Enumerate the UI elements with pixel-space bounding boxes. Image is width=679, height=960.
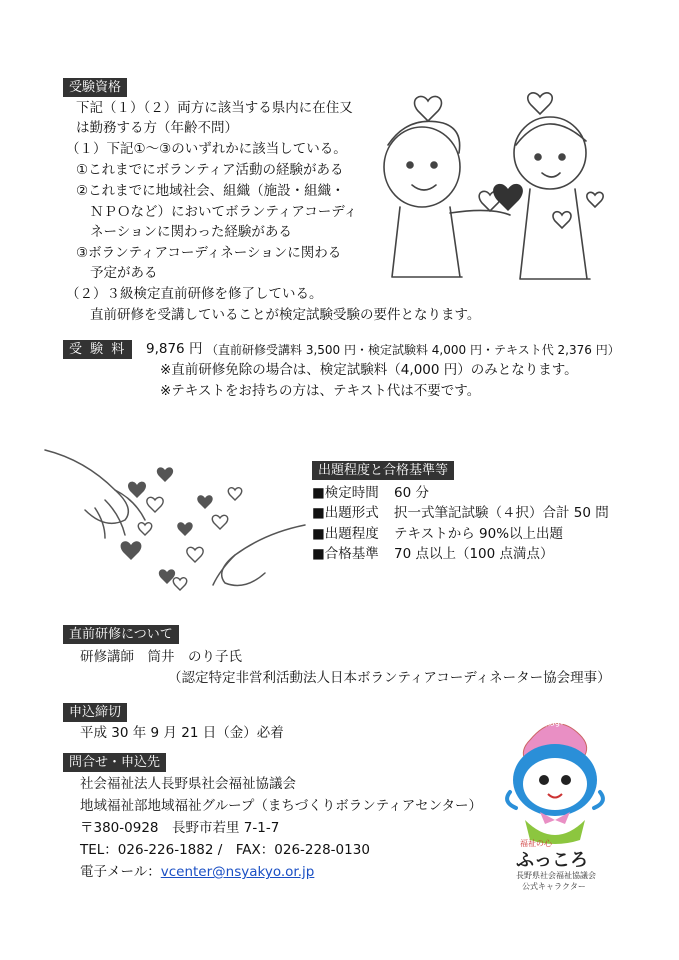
exam-row-value: 70 点以上（100 点満点）: [394, 546, 554, 562]
contact-email-row: [80, 862, 314, 882]
qualification-line: ＮＰＯなど）においてボランティアコーディ: [90, 204, 358, 220]
qualification-line: （２）３級検定直前研修を修了している。: [66, 286, 323, 302]
qualification-line: （１）下記①～③のいずれかに該当している。: [66, 141, 347, 157]
mascot-name: ふっころ: [516, 850, 588, 871]
email-link[interactable]: vcenter@nsyakyo.or.jp: [160, 864, 315, 880]
children-illustration: [370, 85, 630, 285]
mascot-illustration: [500, 710, 610, 840]
qualification-line: 予定がある: [90, 265, 158, 281]
mascot-caption: 公式キャラクター: [522, 882, 586, 891]
heart-icon: [138, 523, 152, 535]
training-affiliation: （認定特定非営利活動法人日本ボランティアコーディネーター協会理事）: [168, 670, 611, 686]
exam-row-label: ■検定時間: [312, 485, 379, 501]
heart-icon: [212, 515, 227, 529]
qualification-line: ②これまでに地域社会、組織（施設・組織・: [76, 183, 345, 199]
qualification-line: ③ボランティアコーディネーションに関わる: [76, 245, 342, 261]
heart-icon: [493, 184, 523, 211]
exam-row-value: 60 分: [394, 485, 429, 501]
qualification-header: 受験資格: [63, 78, 127, 97]
training-instructor: 研修講師 筒井 のり子氏: [80, 649, 242, 665]
heart-icon: [197, 495, 212, 509]
qualification-line: 直前研修を受講していることが検定試験受験の要件となります。: [90, 307, 481, 323]
heart-icon: [528, 93, 552, 114]
deadline-text: 平成 30 年 9 月 21 日（金）必着: [80, 725, 284, 741]
heart-icon: [147, 497, 163, 512]
exam-row-value: 択一式筆記試験（４択）合計 50 問: [394, 505, 609, 521]
heart-icon: [187, 547, 203, 562]
mascot-caption: 長野県社会福祉協議会: [516, 871, 596, 880]
training-header: 直前研修について: [63, 625, 179, 644]
heart-icon: [228, 488, 242, 500]
contact-phone: TEL：026-226-1882 / FAX：026-228-0130: [80, 842, 370, 858]
contact-dept: 地域福祉部地域福祉グループ（まちづくりボランティアセンター）: [80, 798, 483, 814]
heart-icon: [587, 192, 603, 207]
heart-icon: [121, 541, 142, 560]
fee-note: ※テキストをお持ちの方は、テキスト代は不要です。: [160, 383, 481, 399]
email-label: 電子メール：: [80, 864, 161, 880]
qualification-line: は勤務する方（年齢不問）: [76, 120, 238, 136]
mascot-tagline: 福祉の心: [520, 839, 552, 848]
fee-header: 受 験 料: [63, 340, 132, 359]
qualification-line: ネーションに関わった経験がある: [90, 224, 292, 240]
exam-row-label: ■出題程度: [312, 526, 379, 542]
hands-hearts-illustration: [45, 440, 305, 600]
heart-icon: [177, 522, 192, 536]
contact-header: 問合せ・申込先: [63, 753, 166, 772]
contact-org: 社会福祉法人長野県社会福祉協議会: [80, 776, 296, 792]
fee-breakdown: （直前研修受講料 3,500 円・検定試験料 4,000 円・テキスト代 2,376 円）: [206, 343, 620, 357]
fee-amount: 9,876 円: [146, 341, 203, 357]
exam-row-label: ■出題形式: [312, 505, 379, 521]
exam-row-value: テキストから 90%以上出題: [394, 526, 564, 542]
heart-icon: [128, 482, 146, 498]
qualification-line: ①これまでにボランティア活動の経験がある: [76, 162, 344, 178]
contact-address: 〒380-0928 長野市若里 7-1-7: [80, 820, 280, 836]
qualification-line: 下記（１）（２）両方に該当する県内に在住又: [76, 100, 353, 116]
heart-icon: [553, 212, 571, 228]
deadline-header: 申込締切: [63, 703, 127, 722]
heart-icon: [415, 96, 442, 121]
mascot-badge: #nagano: [537, 715, 576, 730]
exam-row-label: ■合格基準: [312, 546, 379, 562]
exam-header: 出題程度と合格基準等: [312, 461, 454, 480]
heart-icon: [173, 578, 187, 590]
fee-note: ※直前研修免除の場合は、検定試験料（4,000 円）のみとなります。: [160, 362, 578, 378]
heart-icon: [157, 467, 173, 482]
